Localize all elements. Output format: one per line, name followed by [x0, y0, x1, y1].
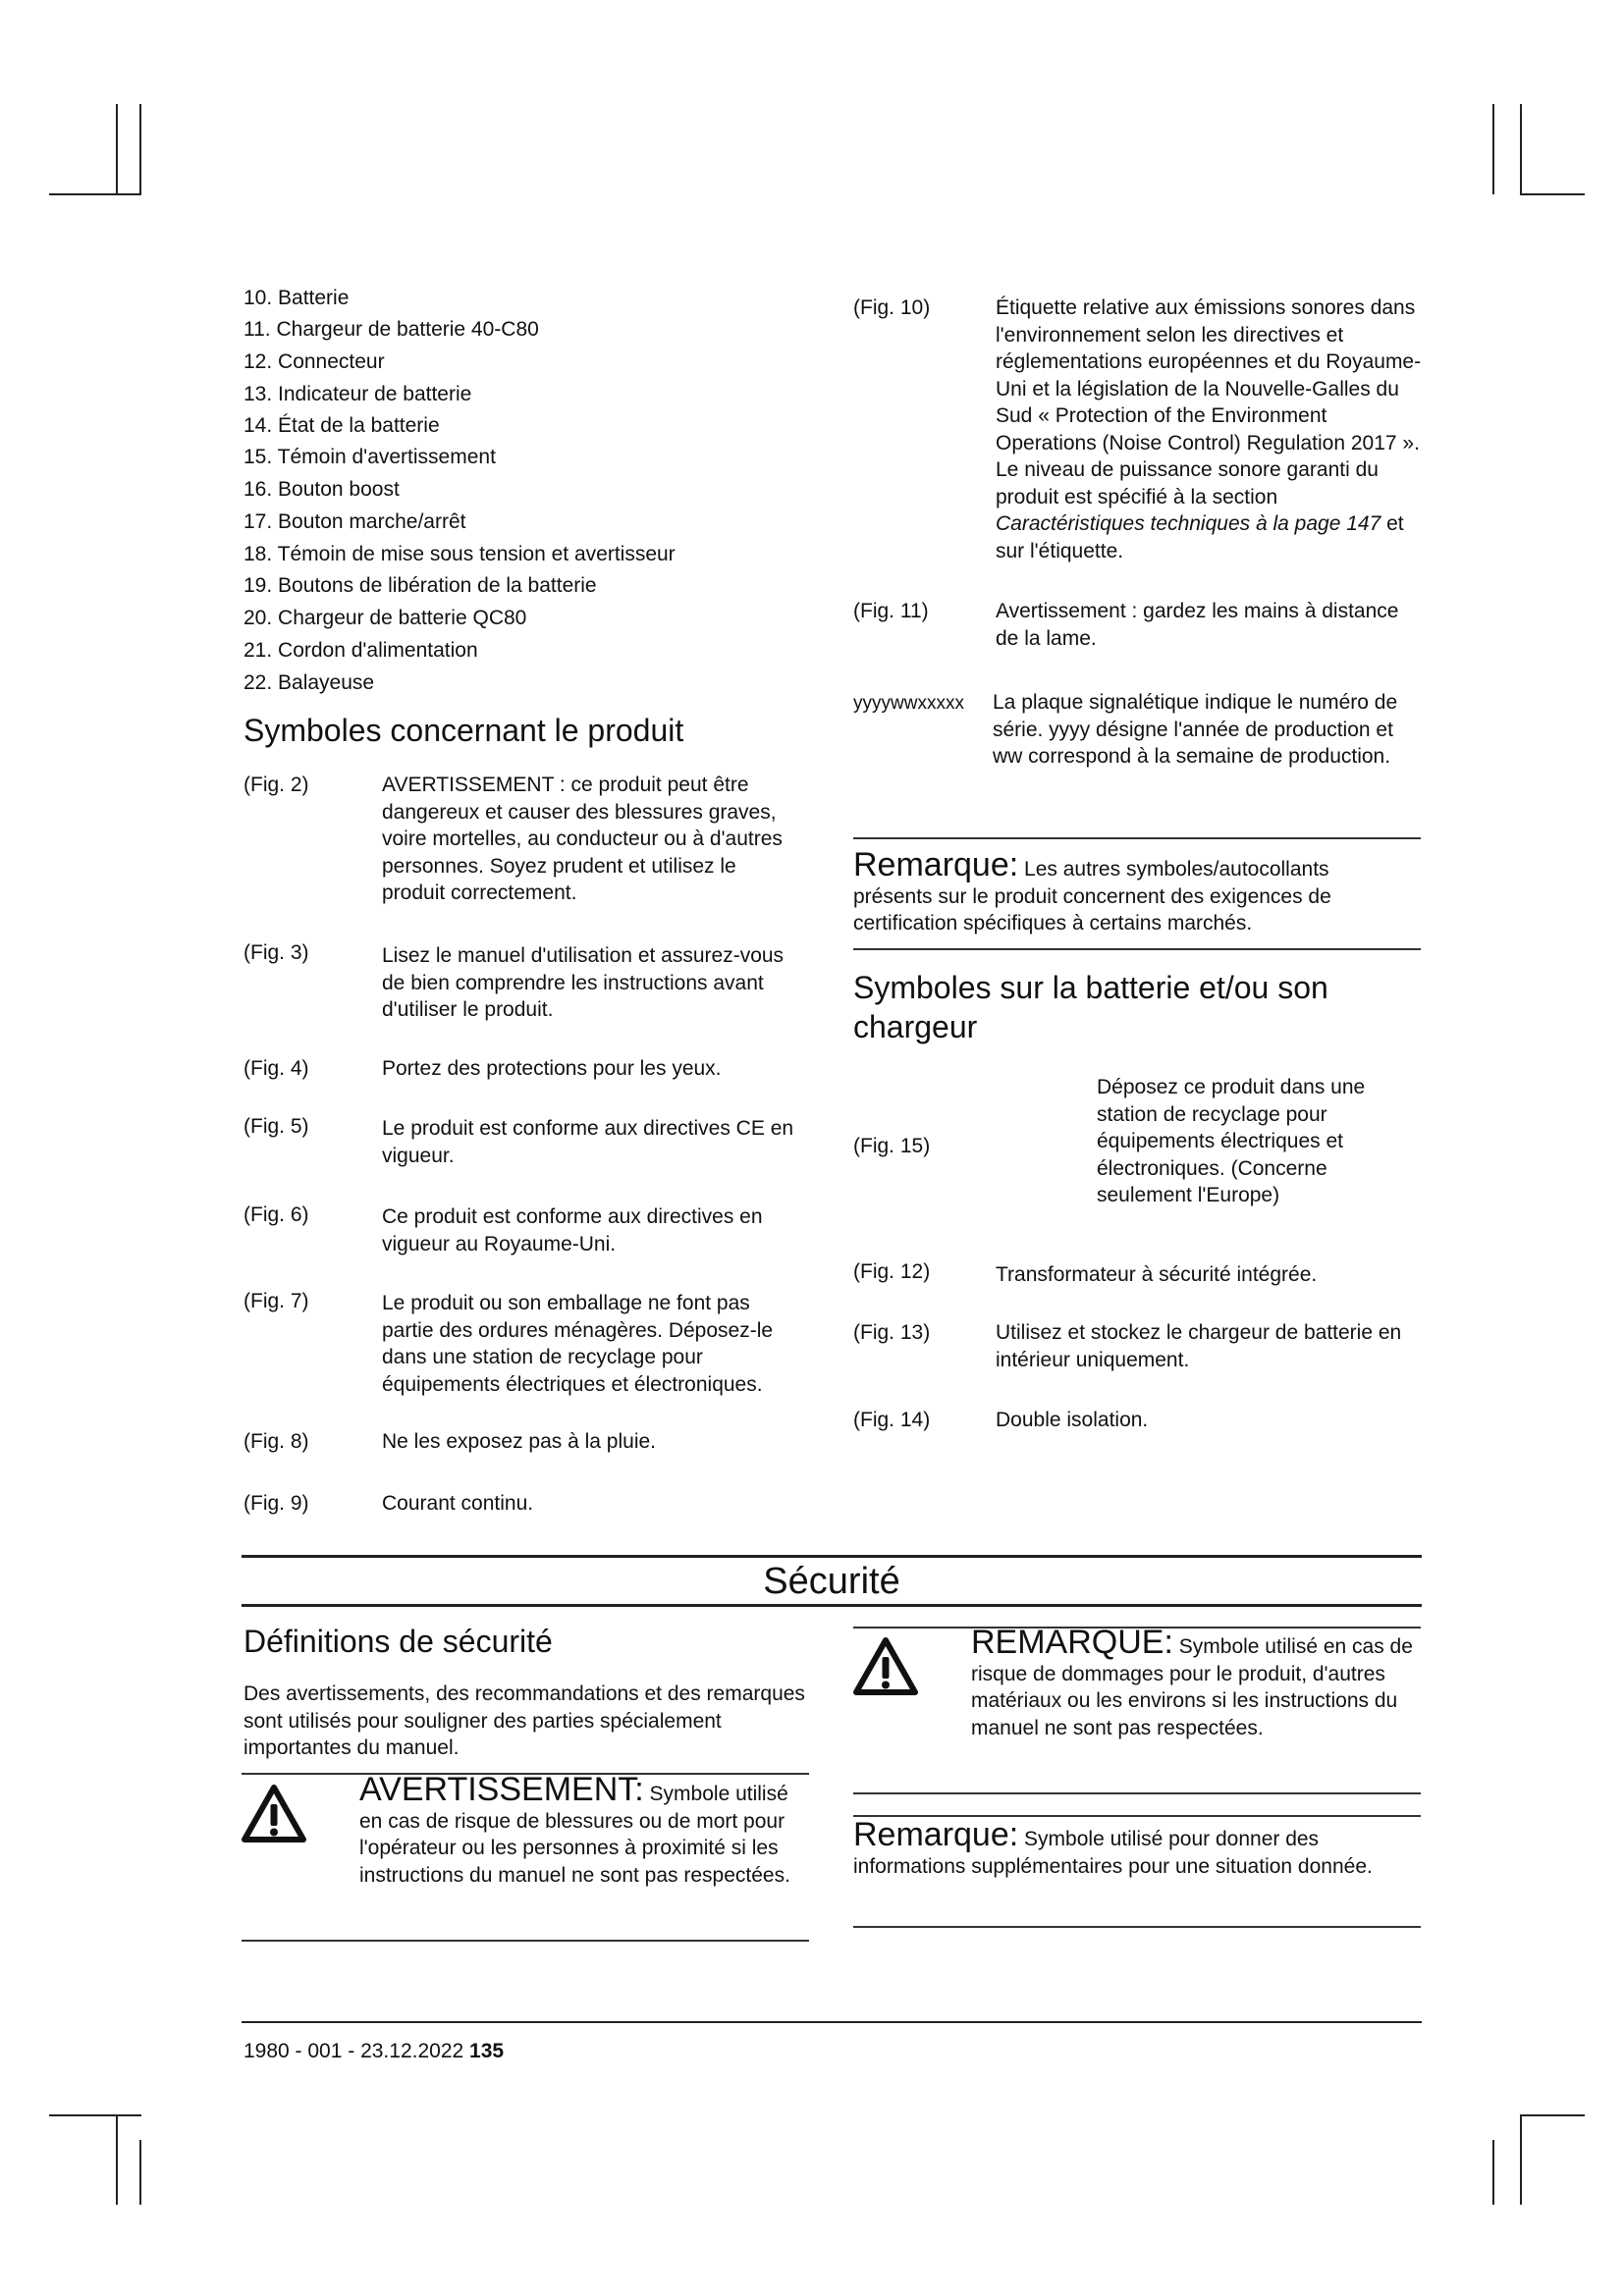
remarque-caps-note	[971, 1624, 1413, 1741]
fig-description: Le produit est conforme aux directives CE en vigueur.	[382, 1117, 794, 1167]
page-title: Sécurité	[763, 1561, 900, 1602]
remarque-info-note	[853, 1816, 1383, 1880]
remarque-note	[853, 846, 1403, 937]
divider	[242, 1940, 809, 1942]
list-item: 18. Témoin de mise sous tension et avertisseur	[244, 543, 676, 565]
fig-label: (Fig. 8)	[244, 1430, 309, 1453]
list-item: 22. Balayeuse	[244, 671, 375, 694]
fig-label: (Fig. 5)	[244, 1115, 309, 1138]
fig-description: Ce produit est conforme aux directives en vigueur au Royaume-Uni.	[382, 1205, 763, 1255]
fig-description: Transformateur à sécurité intégrée.	[996, 1263, 1318, 1286]
fig-label: (Fig. 6)	[244, 1203, 309, 1226]
page-number: 135	[469, 2040, 505, 2062]
crop-mark	[1520, 104, 1522, 194]
avertissement-note	[359, 1771, 811, 1889]
section-heading-battery-symbols: Symboles sur la batterie et/ou son chargeur	[853, 970, 1328, 1044]
remarque-info-text: Symbole utilisé pour donner des informations supplémentaires pour une situation donnée.	[853, 1828, 1373, 1878]
list-item: 19. Boutons de libération de la batterie	[244, 574, 597, 597]
fig-description: Ne les exposez pas à la pluie.	[382, 1430, 656, 1453]
divider	[853, 837, 1421, 839]
list-item: 10. Batterie	[244, 287, 350, 309]
crop-mark	[1492, 104, 1494, 194]
crop-mark	[1492, 2140, 1494, 2205]
fig10-text: Étiquette relative aux émissions sonores dans l'environnement selon les directives et réglementations européennes et du Royaume-Uni et la législation de la Nouvelle-Galles du Sud « Protection of the Environment Operations (Noise Control) Regulation 2017 ». Le niveau de puissance sonore garanti du produit est spécifié à la section	[996, 296, 1422, 508]
fig-label: (Fig. 7)	[244, 1290, 309, 1312]
fig-description: Courant continu.	[382, 1492, 534, 1515]
crop-mark	[139, 104, 141, 194]
divider	[853, 1926, 1421, 1928]
fig-description: Double isolation.	[996, 1409, 1149, 1431]
footer	[244, 2038, 504, 2065]
list-item: 21. Cordon d'alimentation	[244, 639, 478, 662]
crop-mark	[1520, 2114, 1585, 2116]
warning-triangle-icon	[242, 1785, 306, 1843]
list-item: 15. Témoin d'avertissement	[244, 446, 496, 468]
crop-mark	[49, 193, 141, 195]
remarque-text: Les autres symboles/autocollants présents sur le produit concernent des exigences de certification spécifiques à certains marchés.	[853, 858, 1331, 934]
crop-mark	[1520, 193, 1585, 195]
crop-mark	[116, 2114, 118, 2205]
fig-description: Avertissement : gardez les mains à distance de la lame.	[996, 600, 1399, 650]
fig10-text-end: et sur l'étiquette.	[996, 512, 1404, 562]
list-item: 13. Indicateur de batterie	[244, 383, 472, 405]
crop-mark	[49, 2114, 141, 2116]
warning-triangle-icon	[853, 1637, 918, 1696]
fig-label: (Fig. 12)	[853, 1260, 931, 1283]
list-item: 14. État de la batterie	[244, 414, 440, 437]
fig-description: Portez des protections pour les yeux.	[382, 1057, 722, 1080]
list-item: 17. Bouton marche/arrêt	[244, 510, 466, 533]
avertissement-text: Symbole utilisé en cas de risque de blessures ou de mort pour l'opérateur ou les personnes à proximité si les instructions du manuel ne sont pas respectées.	[359, 1783, 790, 1887]
doc-reference: 1980 - 001 - 23.12.2022	[244, 2040, 464, 2062]
footer-rule	[242, 2021, 1422, 2023]
list-item: 20. Chargeur de batterie QC80	[244, 607, 527, 629]
fig-label: (Fig. 11)	[853, 600, 929, 622]
fig-label: (Fig. 15)	[853, 1135, 931, 1157]
fig-description: Utilisez et stockez le chargeur de batterie en intérieur uniquement.	[996, 1321, 1402, 1371]
fig-description: Lisez le manuel d'utilisation et assurez-vous de bien comprendre les instructions avant d'utiliser le produit.	[382, 944, 785, 1021]
fig-label: (Fig. 4)	[244, 1057, 309, 1080]
crop-mark	[1520, 2114, 1522, 2205]
fig-label: (Fig. 9)	[244, 1492, 309, 1515]
crop-mark	[116, 104, 118, 194]
crop-mark	[139, 2140, 141, 2205]
fig-label: (Fig. 13)	[853, 1321, 931, 1344]
avertissement-label: AVERTISSEMENT:	[359, 1771, 644, 1808]
fig-description	[996, 294, 1424, 564]
list-item: 11. Chargeur de batterie 40-C80	[244, 318, 539, 341]
fig-description: Le produit ou son emballage ne font pas partie des ordures ménagères. Déposez-le dans une station de recyclage pour équipements électriques et électroniques.	[382, 1292, 774, 1396]
remarque-caps-label: REMARQUE:	[971, 1624, 1173, 1661]
serial-code: yyyywwxxxxx	[853, 693, 964, 714]
list-item: 12. Connecteur	[244, 350, 385, 373]
fig-description: AVERTISSEMENT : ce produit peut être dangereux et causer des blessures graves, voire mortelles, au conducteur ou à d'autres personnes. Soyez prudent et utilisez le produit correctement.	[382, 774, 783, 904]
list-item: 16. Bouton boost	[244, 478, 400, 501]
remarque-label: Remarque:	[853, 846, 1019, 883]
fig-description: Déposez ce produit dans une station de recyclage pour équipements électriques et électroniques. (Concerne seulement l'Europe)	[1097, 1076, 1366, 1206]
section-heading-definitions: Définitions de sécurité	[244, 1624, 553, 1659]
cross-reference-link[interactable]: Caractéristiques techniques à la page 147	[996, 512, 1381, 535]
remarque-info-label: Remarque:	[853, 1816, 1019, 1853]
divider	[853, 948, 1421, 950]
section-rule-top	[242, 1555, 1422, 1558]
fig-label: (Fig. 10)	[853, 296, 931, 319]
fig-label: (Fig. 2)	[244, 774, 309, 796]
remarque-caps-text: Symbole utilisé en cas de risque de dommages pour le produit, d'autres matériaux ou les environs si les instructions du manuel ne sont pas respectées.	[971, 1635, 1413, 1739]
fig-label: (Fig. 3)	[244, 941, 309, 964]
definitions-intro: Des avertissements, des recommandations et des remarques sont utilisés pour souligner des parties spécialement importantes du manuel.	[244, 1682, 805, 1759]
serial-number-text: La plaque signalétique indique le numéro de série. yyyy désigne l'année de production et ww correspond à la semaine de production.	[993, 691, 1398, 768]
fig-label: (Fig. 14)	[853, 1409, 931, 1431]
section-rule-bottom	[242, 1604, 1422, 1607]
divider	[853, 1792, 1421, 1794]
section-heading-product-symbols: Symboles concernant le produit	[244, 713, 684, 748]
